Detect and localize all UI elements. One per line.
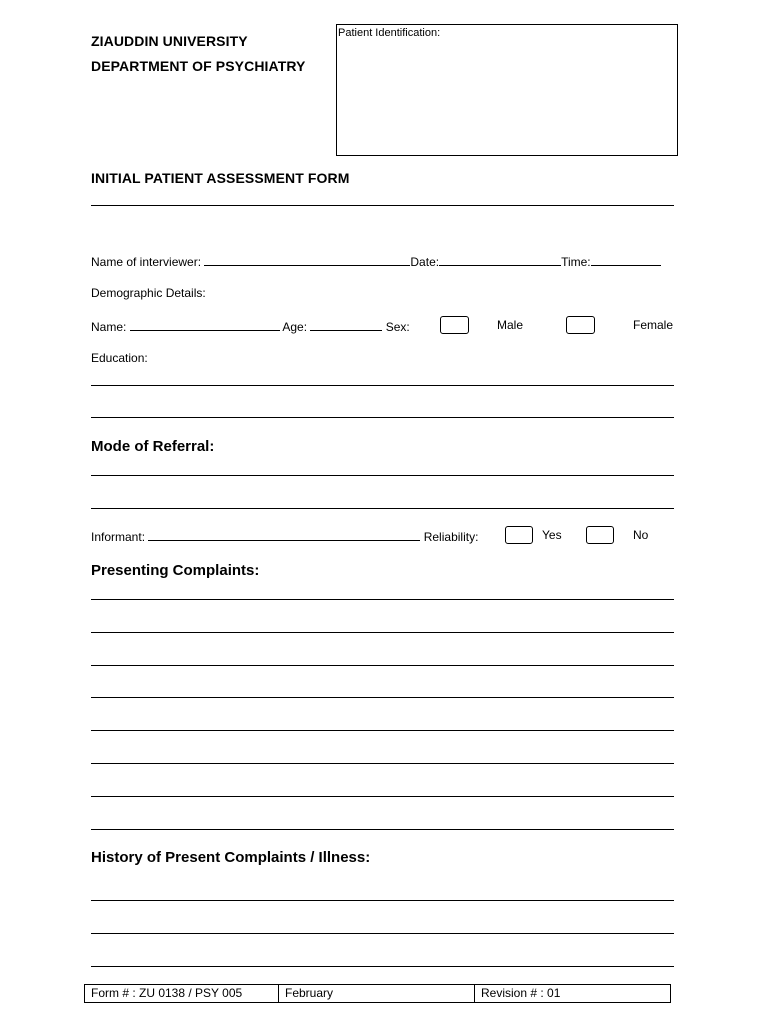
education-label: Education: — [91, 351, 148, 365]
history-line[interactable] — [91, 900, 674, 901]
interviewer-row — [91, 253, 661, 269]
age-label: Age: — [282, 320, 308, 334]
time-label: Time: — [561, 255, 591, 269]
male-label: Male — [497, 318, 524, 332]
male-checkbox[interactable] — [440, 316, 469, 334]
education-line-1[interactable] — [91, 385, 674, 386]
complaints-line[interactable] — [91, 763, 674, 764]
complaints-line[interactable] — [91, 665, 674, 666]
complaints-line[interactable] — [91, 796, 674, 797]
referral-line-1[interactable] — [91, 475, 674, 476]
form-title: INITIAL PATIENT ASSESSMENT FORM — [91, 170, 350, 186]
history-line[interactable] — [91, 966, 674, 967]
history-heading: History of Present Complaints / Illness: — [91, 849, 371, 866]
referral-line-2[interactable] — [91, 508, 674, 509]
revision-cell: Revision # : 01 — [481, 986, 561, 1000]
female-checkbox[interactable] — [566, 316, 595, 334]
informant-field[interactable] — [148, 528, 420, 541]
department-name: DEPARTMENT OF PSYCHIATRY — [91, 58, 306, 74]
demographic-label: Demographic Details: — [91, 286, 206, 300]
informant-row — [91, 528, 478, 544]
female-label: Female — [633, 318, 674, 332]
interviewer-field[interactable] — [204, 253, 410, 266]
complaints-line[interactable] — [91, 632, 674, 633]
name-field[interactable] — [130, 318, 280, 331]
age-field[interactable] — [310, 318, 382, 331]
complaints-heading: Presenting Complaints: — [91, 562, 260, 579]
month-cell: February — [279, 985, 475, 1002]
date-label: Date: — [410, 255, 440, 269]
university-name: ZIAUDDIN UNIVERSITY — [91, 33, 248, 49]
informant-label: Informant: — [91, 530, 146, 544]
patient-identification-label: Patient Identification: — [338, 27, 441, 39]
reliability-label: Reliability: — [423, 530, 479, 544]
reliability-yes-checkbox[interactable] — [505, 526, 533, 544]
footer-table — [84, 984, 671, 1003]
complaints-line[interactable] — [91, 829, 674, 830]
form-number-cell: Form # : ZU 0138 / PSY 005 — [85, 985, 279, 1002]
history-line[interactable] — [91, 933, 674, 934]
reliability-yes-label: Yes — [542, 528, 562, 542]
patient-identification-box[interactable] — [336, 24, 678, 156]
complaints-line[interactable] — [91, 697, 674, 698]
name-age-row — [91, 318, 410, 334]
referral-heading: Mode of Referral: — [91, 438, 215, 455]
title-rule — [91, 205, 674, 206]
education-line-2[interactable] — [91, 417, 674, 418]
name-label: Name: — [91, 320, 127, 334]
date-field[interactable] — [439, 253, 561, 266]
reliability-no-checkbox[interactable] — [586, 526, 614, 544]
sex-label: Sex: — [385, 320, 410, 334]
complaints-line[interactable] — [91, 730, 674, 731]
interviewer-label: Name of interviewer: — [91, 255, 202, 269]
time-field[interactable] — [591, 253, 661, 266]
complaints-line[interactable] — [91, 599, 674, 600]
reliability-no-label: No — [633, 528, 649, 542]
